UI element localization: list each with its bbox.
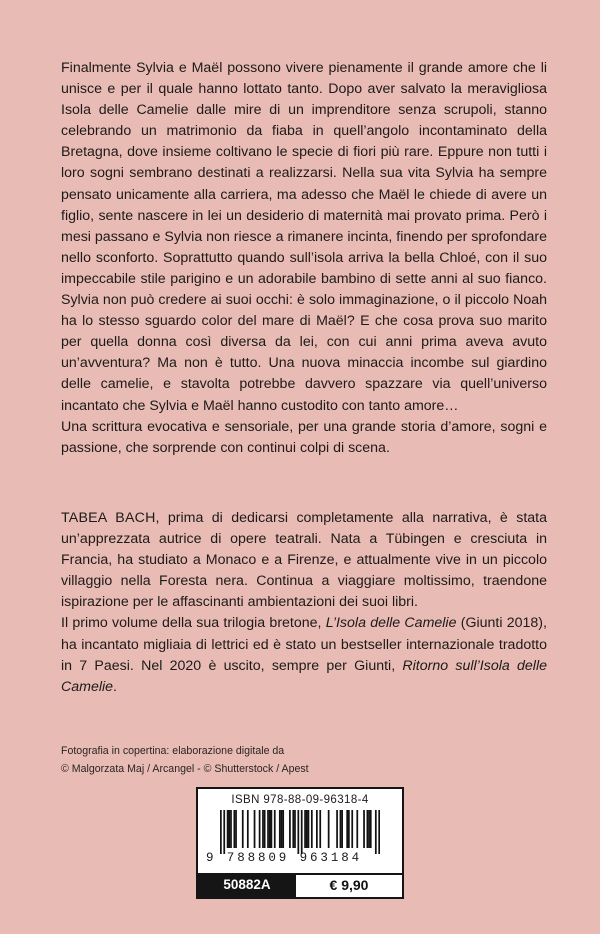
- barcode-bar: [311, 810, 313, 848]
- barcode-bar: [233, 810, 235, 848]
- synopsis-text: Finalmente Sylvia e Maël possono vivere pienamente il grande amore che li unisce e per il quale hanno lottato tanto. Dopo aver salvato la meravigliosa Isola delle Camelie dalle mire di un imprenditore senza scrupoli, stanno celebrando un matrimonio da fiaba in quell’angolo incontaminato della Bretagna, dove insieme coltivano le specie di fiori più rare. Eppure non tutti i loro sogni sembrano destinati a realizzarsi. Nella sua vita Sylvia ha sempre pensato unicamente alla carriera, ma adesso che Maël le chiede di avere un figlio, sente nascere in lei un desiderio di maternità mai provato prima. Però i mesi passano e Sylvia non riesce a rimanere incinta, finendo per sprofondare nello sconforto. Soprattutto quando sull’isola arriva la bella Chloé, con il suo impeccabile stile parigino e un adorabile bambino di sette anni al suo fianco. Sylvia non può credere ai suoi occhi: è solo immaginazione, o il piccolo Noah ha lo stesso sguardo color del mare di Maël? E che cosa prova suo marito per quella donna così diversa da lei, con cui anni prima aveva avuto un’avventura? Ma non è tutto. Una nuova minaccia incombe sul giardino delle camelie, e stavolta potrebbe davvero spazzare via quell’universo incantato che Sylvia e Maël hanno custodito con tanto amore…: [61, 60, 547, 414]
- barcode-bar: [304, 810, 306, 848]
- synopsis-tagline: Una scrittura evocativa e sensoriale, per una grande storia d’amore, sogni e passione, che sorprende con continui colpi di scena.: [61, 418, 547, 456]
- barcode-bar: [363, 810, 365, 848]
- synopsis-block: [61, 58, 547, 459]
- price-row: [198, 873, 402, 897]
- barcode-bar: [274, 810, 276, 848]
- price-label: € 9,90: [296, 875, 402, 897]
- barcode-bar: [230, 810, 232, 848]
- bio-text-2b: (Giunti 2018), ha incantato migliaia di lettrici ed è stato un bestseller internazionale tradotto in 7 Paesi. Nel 2020 è uscito, sempre per Giunti,: [61, 615, 547, 674]
- barcode-bar: [297, 810, 299, 854]
- barcode-bar: [235, 810, 237, 848]
- barcode-bar: [247, 810, 249, 848]
- barcode-bar: [346, 810, 348, 848]
- book-title-2: Ritorno sull’Isola delle Camelie: [61, 657, 548, 695]
- barcode-bar: [308, 810, 310, 848]
- barcode-bar: [254, 810, 256, 848]
- barcode-bar: [306, 810, 308, 848]
- barcode-bar: [328, 810, 330, 848]
- barcode-bar: [262, 810, 264, 848]
- barcode-bar: [370, 810, 372, 848]
- barcode-bar: [227, 810, 229, 848]
- credits-line-2: © Malgorzata Maj / Arcangel - © Shutterstock / Apest: [61, 763, 309, 775]
- barcode-bar: [267, 810, 269, 848]
- credits-line-1: Fotografia in copertina: elaborazione digitale da: [61, 745, 285, 757]
- product-code: 50882A: [198, 875, 296, 897]
- barcode-bar: [269, 810, 271, 848]
- bio-text-2a: Il primo volume della sua trilogia bretone,: [61, 615, 326, 632]
- book-title-1: L’Isola delle Camelie: [325, 615, 457, 632]
- ean-digits: 9 788809 963184: [206, 851, 363, 865]
- barcode-bar: [220, 810, 222, 854]
- barcode-bar: [319, 810, 321, 848]
- barcode-bar: [259, 810, 261, 848]
- barcode-bar: [292, 810, 294, 848]
- barcode-bar: [301, 810, 303, 854]
- barcode-bar: [348, 810, 350, 848]
- isbn-label: ISBN 978-88-09-96318-4: [231, 794, 369, 806]
- barcode-bar: [375, 810, 377, 854]
- bio-text-1: , prima di dedicarsi completamente alla narrativa, è stata un’apprezzata autrice di opere teatrali. Nata a Tübingen e cresciuta in Francia, ha studiato a Monaco e a Firenze, e attualmente vive in un piccolo villaggio nella Foresta nera. Continua a viaggiare moltissimo, traendone ispirazione per le affascinanti ambientazioni dei suoi libri.: [61, 510, 547, 611]
- author-name: TABEA BACH: [61, 510, 156, 526]
- barcode-graphic: [220, 810, 380, 854]
- barcode-bar: [340, 810, 342, 848]
- barcode-bar: [368, 810, 370, 848]
- barcode-bar: [294, 810, 296, 848]
- barcode-bar: [271, 810, 273, 848]
- barcode-bar: [242, 810, 244, 848]
- barcode-bar: [281, 810, 283, 848]
- bio-text-2c: .: [113, 678, 117, 695]
- barcode-bar: [228, 810, 230, 848]
- barcode-bar: [282, 810, 284, 848]
- barcode-bar: [356, 810, 358, 848]
- barcode-bar: [279, 810, 281, 848]
- cover-credits: [61, 742, 309, 778]
- barcode-bar: [341, 810, 343, 848]
- barcode-bar: [378, 810, 380, 854]
- barcode-bar: [289, 810, 291, 848]
- barcode-bar: [367, 810, 369, 848]
- barcode-bar: [351, 810, 353, 848]
- barcode-bar: [316, 810, 318, 848]
- author-bio: [61, 508, 547, 698]
- barcode-panel: [196, 787, 404, 899]
- barcode-bar: [336, 810, 338, 848]
- barcode-bar: [264, 810, 266, 848]
- barcode-bar: [223, 810, 225, 854]
